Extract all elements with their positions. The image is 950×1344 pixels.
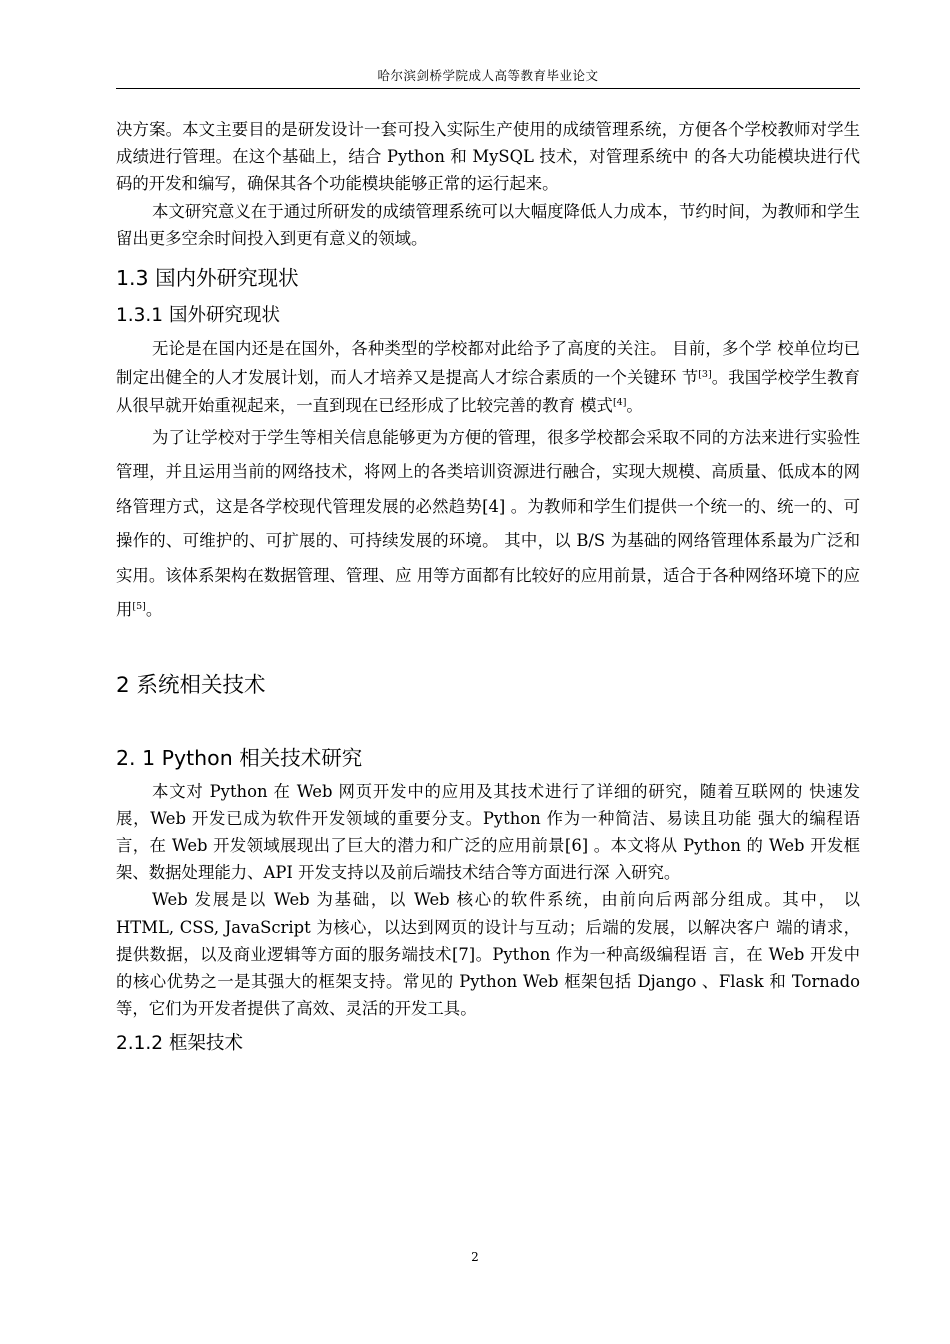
- paragraph-text-segment: 为了让学校对于学生等相关信息能够更为方便的管理，很多学校都会采取不同的方法来进行实验性管理，并且运用当前的网络技术，将网上的各类培训资源进行融合，实现大规模、高质量、低成本的网络管理方式，这是各学校现代管理发展的必然趋势[4] 。为教师和学生们提供一个统一的、统一的、可操作的、可维护的、可扩展的、可持续发展的环境。 其中，以 B/S 为基础的网络管理体系最为广泛和实用。该体系架构在数据管理、管理、应 用等方面都有比较好的应用前景，适合于各种网络环境下的应用: [116, 427, 860, 620]
- citation-superscript: [4]: [612, 397, 627, 409]
- section-heading-2-1: 2. 1 Python 相关技术研究: [116, 745, 363, 770]
- paragraph-foreign-research: [116, 335, 860, 421]
- running-header: 哈尔滨剑桥学院成人高等教育毕业论文: [377, 68, 599, 83]
- paragraph-text-segment: 。: [145, 600, 163, 620]
- paragraph-text-segment: 。: [626, 396, 643, 416]
- section-heading-1-3-1: 1.3.1 国外研究现状: [116, 305, 280, 327]
- page-number: 2: [471, 1250, 479, 1264]
- header-rule: [116, 88, 860, 89]
- citation-superscript: [3]: [698, 368, 712, 380]
- paragraph-network-management: [116, 421, 860, 628]
- paragraph-significance: 本文研究意义在于通过所研发的成绩管理系统可以大幅度降低人力成本，节约时间，为教师和学生留出更多空余时间投入到更有意义的领域。: [116, 201, 860, 248]
- chapter-heading-2: 2 系统相关技术: [116, 672, 266, 698]
- citation-superscript: [5]: [132, 601, 146, 613]
- paragraph-text-segment: 。我国学校学生教育从很早就开始重视起来，一直到现在已经形成了比较完善的教育 模式: [116, 367, 860, 416]
- section-heading-2-1-2: 2.1.2 框架技术: [116, 1033, 243, 1055]
- paragraph-text-segment: 无论是在国内还是在国外，各种类型的学校都对此给予了高度的关注。 目前，多个学 校单位均已制定出健全的人才发展计划，而人才培养又是提高人才综合素质的一个关键环 节: [116, 339, 860, 387]
- paragraph-intro-continued: 决方案。本文主要目的是研发设计一套可投入实际生产使用的成绩管理系统，方便各个学校教师对学生成绩进行管理。在这个基础上，结合 Python 和 MySQL 技术，对管理系统中 的各大功能模块进行代码的开发和编写，确保其各个功能模块能够正常的运行起来。: [116, 120, 860, 194]
- section-heading-1-3: 1.3 国内外研究现状: [116, 266, 299, 291]
- paragraph-web-development: Web 发展是以 Web 为基础，以 Web 核心的软件系统，由前向后两部分组成。其中， 以 HTML, CSS, JavaScript 为核心，以达到网页的设计与互动；后端的发展，以解决客户 端的请求，提供数据，以及商业逻辑等方面的服务端技术[7]。Python 作为一种高级编程语 言，在 Web 开发中的核心优势之一是其强大的框架支持。常见的 Python Web 框架包括 Django 、Flask 和 Tornado 等，它们为开发者提供了高效、灵活的开发工具。: [116, 890, 860, 1019]
- page-body: [116, 116, 860, 1060]
- paragraph-python-web: 本文对 Python 在 Web 网页开发中的应用及其技术进行了详细的研究，随着互联网的 快速发展，Web 开发已成为软件开发领域的重要分支。Python 作为一种简洁、易读且功能 强大的编程语言，在 Web 开发领域展现出了巨大的潜力和广泛的应用前景[6] 。本文将从 Python 的 Web 开发框架、数据处理能力、API 开发支持以及前后端技术结合等方面进行深 入研究。: [116, 781, 860, 883]
